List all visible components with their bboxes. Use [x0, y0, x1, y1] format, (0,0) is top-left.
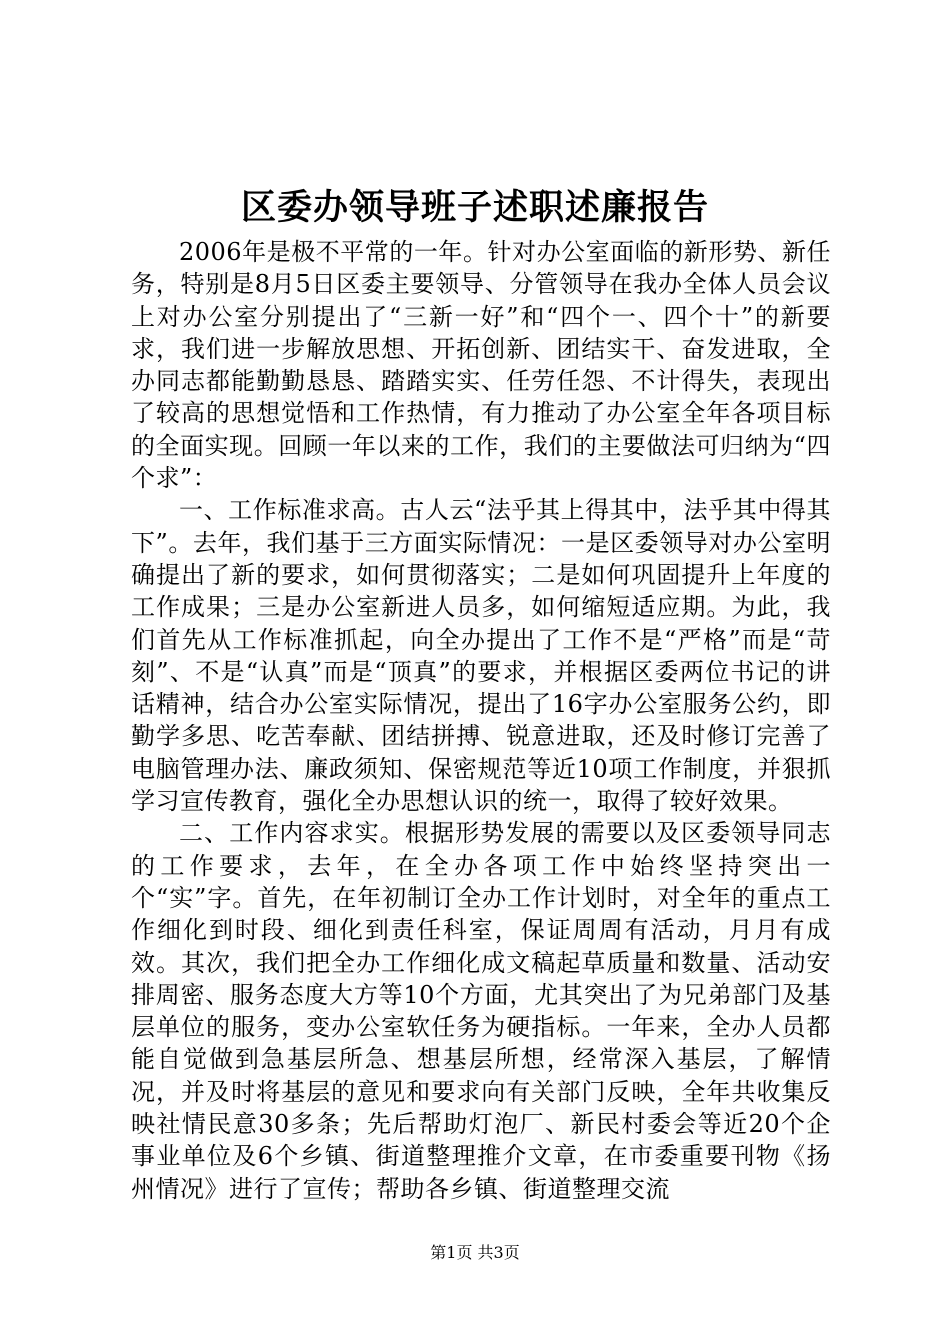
document-title: 区委办领导班子述职述廉报告: [240, 187, 709, 228]
paragraph-section-1: 一、工作标准求高。古人云“法乎其上得其中，法乎其中得其下”。去年，我们基于三方面实际情况：一是区委领导对办公室明确提出了新的要求，如何贯彻落实；二是如何巩固提升上年度的工作成果；三是办公室新进人员多，如何缩短适应期。为此，我们首先从工作标准抓起，向全办提出了工作不是“严格”而是“苛刻”、不是“认真”而是“顶真”的要求，并根据区委两位书记的讲话精神，结合办公室实际情况，提出了16字办公室服务公约，即勤学多思、吃苦奉献、团结拼搏、锐意进取，还及时修订完善了电脑管理办法、廉政须知、保密规范等近10项工作制度，并狠抓学习宣传教育，强化全办思想认识的统一，取得了较好效果。: [131, 496, 831, 816]
paragraph-section-2: 二、工作内容求实。根据形势发展的需要以及区委领导同志的工作要求，去年，在全办各项工作中始终坚持突出一个“实”字。首先，在年初制订全办工作计划时，对全年的重点工作细化到时段、细化到责任科室，保证周周有活动，月月有成效。其次，我们把全办工作细化成文稿起草质量和数量、活动安排周密、服务态度大方等10个方面，尤其突出了为兄弟部门及基层单位的服务，变办公室软任务为硬指标。一年来，全办人员都能自觉做到急基层所急、想基层所想，经常深入基层，了解情况，并及时将基层的意见和要求向有关部门反映，全年共收集反映社情民意30多条；先后帮助灯泡厂、新民村委会等近20个企事业单位及6个乡镇、街道整理推介文章，在市委重要刊物《扬州情况》进行了宣传；帮助各乡镇、街道整理交流: [131, 819, 831, 1203]
page-number-footer: 第1页 共3页: [430, 1243, 520, 1262]
document-body: [131, 236, 831, 1205]
paragraph-intro: 2006年是极不平常的一年。针对办公室面临的新形势、新任务，特别是8月5日区委主要领导、分管领导在我办全体人员会议上对办公室分别提出了“三新一好”和“四个一、四个十”的新要求，我们进一步解放思想、开拓创新、团结实干、奋发进取，全办同志都能勤勤恳恳、踏踏实实、任劳任怨、不计得失，表现出了较高的思想觉悟和工作热情，有力推动了办公室全年各项目标的全面实现。回顾一年以来的工作，我们的主要做法可归纳为“四个求”：: [131, 238, 831, 493]
